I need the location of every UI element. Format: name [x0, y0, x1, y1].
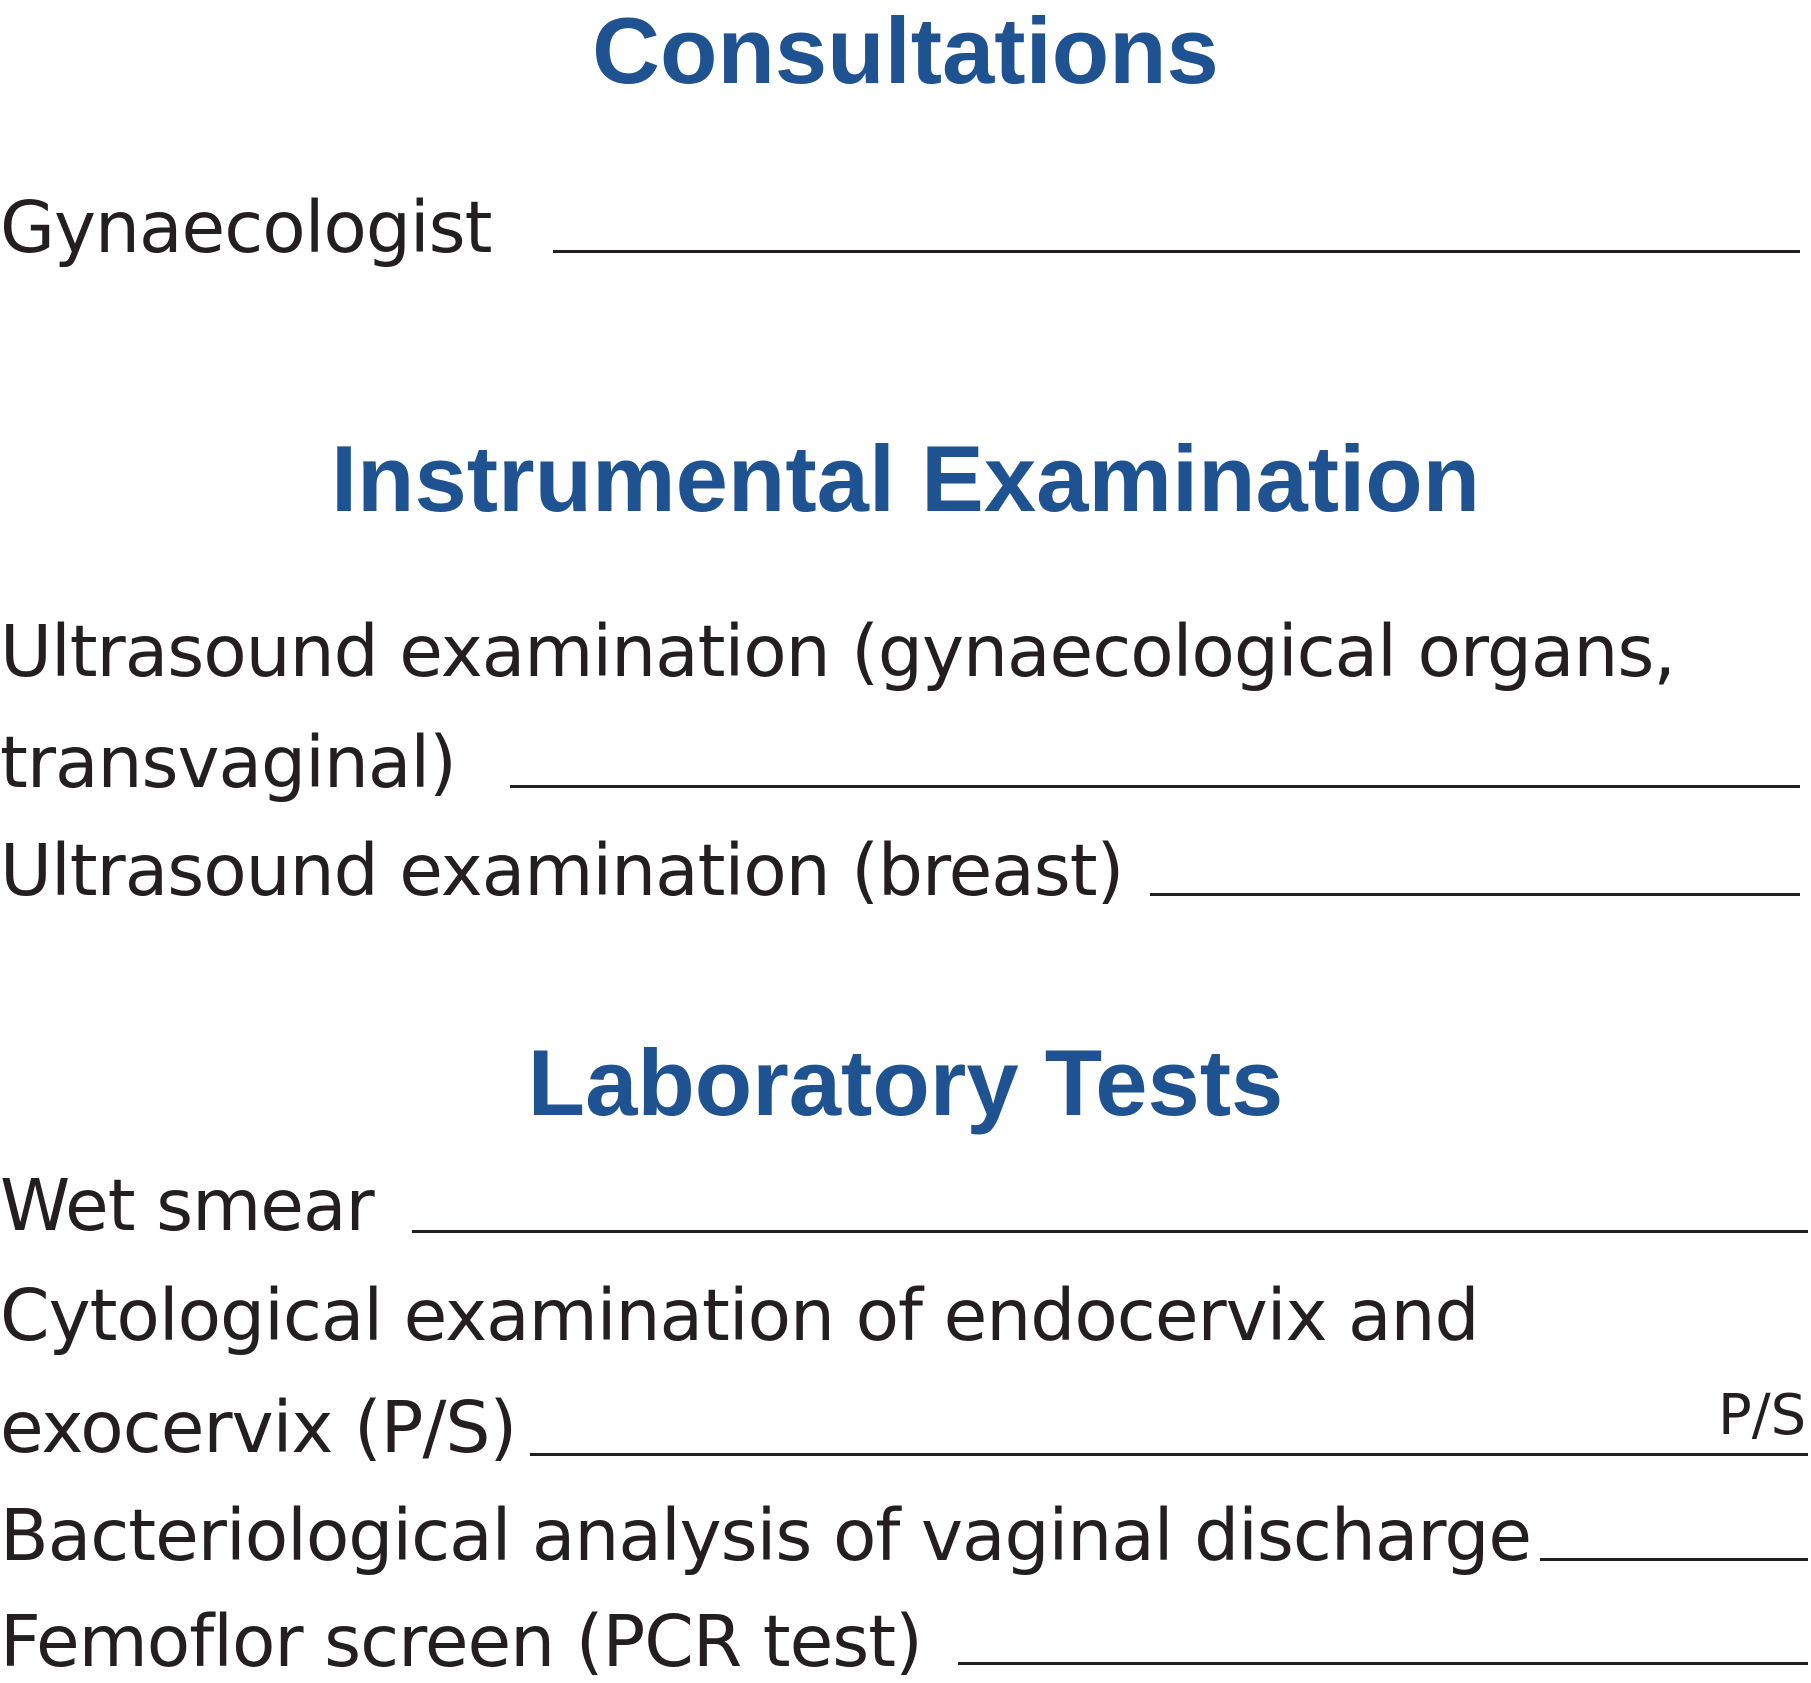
fill-line-wet-smear[interactable]	[412, 1230, 1808, 1233]
item-label-cytological-line1: Cytological examination of endocervix and	[0, 1274, 1479, 1357]
item-label-cytological-line2: exocervix (P/S)	[0, 1386, 517, 1469]
item-label-bacteriological: Bacteriological analysis of vaginal discharge	[0, 1494, 1532, 1577]
field-note-ps: P/S	[1718, 1383, 1807, 1448]
fill-line-cytological[interactable]	[530, 1453, 1808, 1456]
section-heading-instrumental-examination: Instrumental Examination	[330, 426, 1481, 531]
fill-line-gynaecologist[interactable]	[553, 250, 1800, 253]
item-label-ultrasound-breast: Ultrasound examination (breast)	[0, 829, 1124, 912]
fill-line-ultrasound-gyn[interactable]	[510, 785, 1800, 788]
section-heading-laboratory-tests: Laboratory Tests	[527, 1030, 1284, 1135]
section-heading-consultations: Consultations	[592, 0, 1219, 103]
fill-line-femoflor[interactable]	[958, 1662, 1808, 1665]
item-label-gynaecologist: Gynaecologist	[0, 186, 492, 269]
item-label-ultrasound-gyn-line1: Ultrasound examination (gynaecological organs,	[0, 610, 1675, 693]
fill-line-bacteriological[interactable]	[1540, 1558, 1808, 1561]
item-label-wet-smear: Wet smear	[0, 1164, 374, 1247]
fill-line-ultrasound-breast[interactable]	[1150, 893, 1800, 896]
item-label-ultrasound-gyn-line2: transvaginal)	[0, 721, 456, 804]
item-label-femoflor: Femoflor screen (PCR test)	[0, 1600, 922, 1683]
